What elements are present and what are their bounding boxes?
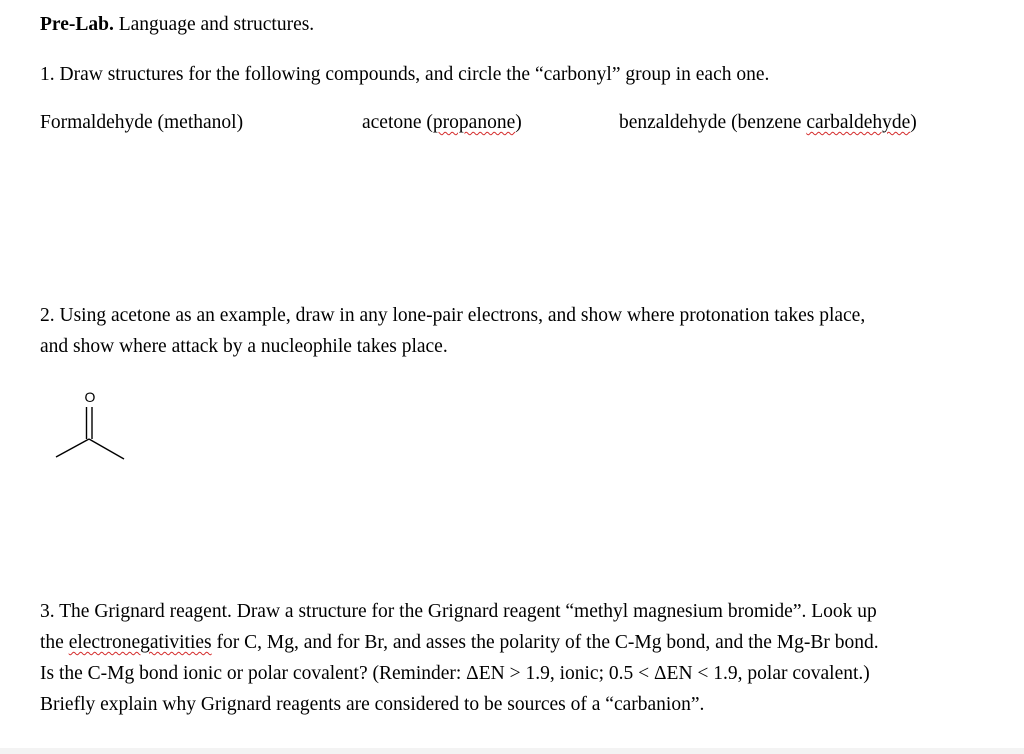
compound-benzaldehyde-post: ) xyxy=(910,112,917,133)
compound-formaldehyde: Formaldehyde (methanol) xyxy=(40,112,244,133)
title-bold: Pre-Lab. xyxy=(40,14,114,35)
page-title xyxy=(40,13,314,37)
question-2-line-1: 2. Using acetone as an example, draw in any lone-pair electrons, and show where protonation takes place, xyxy=(40,305,866,326)
acetone-structure xyxy=(50,386,130,466)
compound-acetone-pre: acetone ( xyxy=(362,112,433,133)
compound-benzaldehyde xyxy=(619,111,917,135)
compound-list xyxy=(0,111,1024,137)
spellcheck-carbaldehyde: carbaldehyde xyxy=(806,112,911,133)
compound-acetone-post: ) xyxy=(515,112,522,133)
question-3-line-4: Briefly explain why Grignard reagents are considered to be sources of a “carbanion”. xyxy=(40,694,705,715)
question-3-line-2-pre: the xyxy=(40,632,69,653)
question-3-line-1: 3. The Grignard reagent. Draw a structure for the Grignard reagent “methyl magnesium bromide”. Look up xyxy=(40,601,877,622)
question-2-line-2: and show where attack by a nucleophile takes place. xyxy=(40,336,448,357)
question-3-line-2-post: for C, Mg, and for Br, and asses the polarity of the C-Mg bond, and the Mg-Br bond. xyxy=(211,632,879,653)
question-3-line-2 xyxy=(40,631,879,655)
title-rest: Language and structures. xyxy=(118,14,315,35)
compound-acetone xyxy=(362,111,522,135)
question-1-text: 1. Draw structures for the following compounds, and circle the “carbonyl” group in each one. xyxy=(40,64,770,85)
oxygen-label: O xyxy=(84,389,96,405)
spellcheck-propanone: propanone xyxy=(432,112,516,133)
methyl-bond-left xyxy=(56,439,89,457)
bottom-strip xyxy=(0,748,1024,754)
question-3-line-3: Is the C-Mg bond ionic or polar covalent? (Reminder: ΔEN > 1.9, ionic; 0.5 < ΔEN < 1.9, polar covalent.) xyxy=(40,663,870,684)
spellcheck-electronegativities: electronegativities xyxy=(68,632,212,653)
methyl-bond-right xyxy=(89,439,124,459)
compound-benzaldehyde-pre: benzaldehyde (benzene xyxy=(619,112,807,133)
